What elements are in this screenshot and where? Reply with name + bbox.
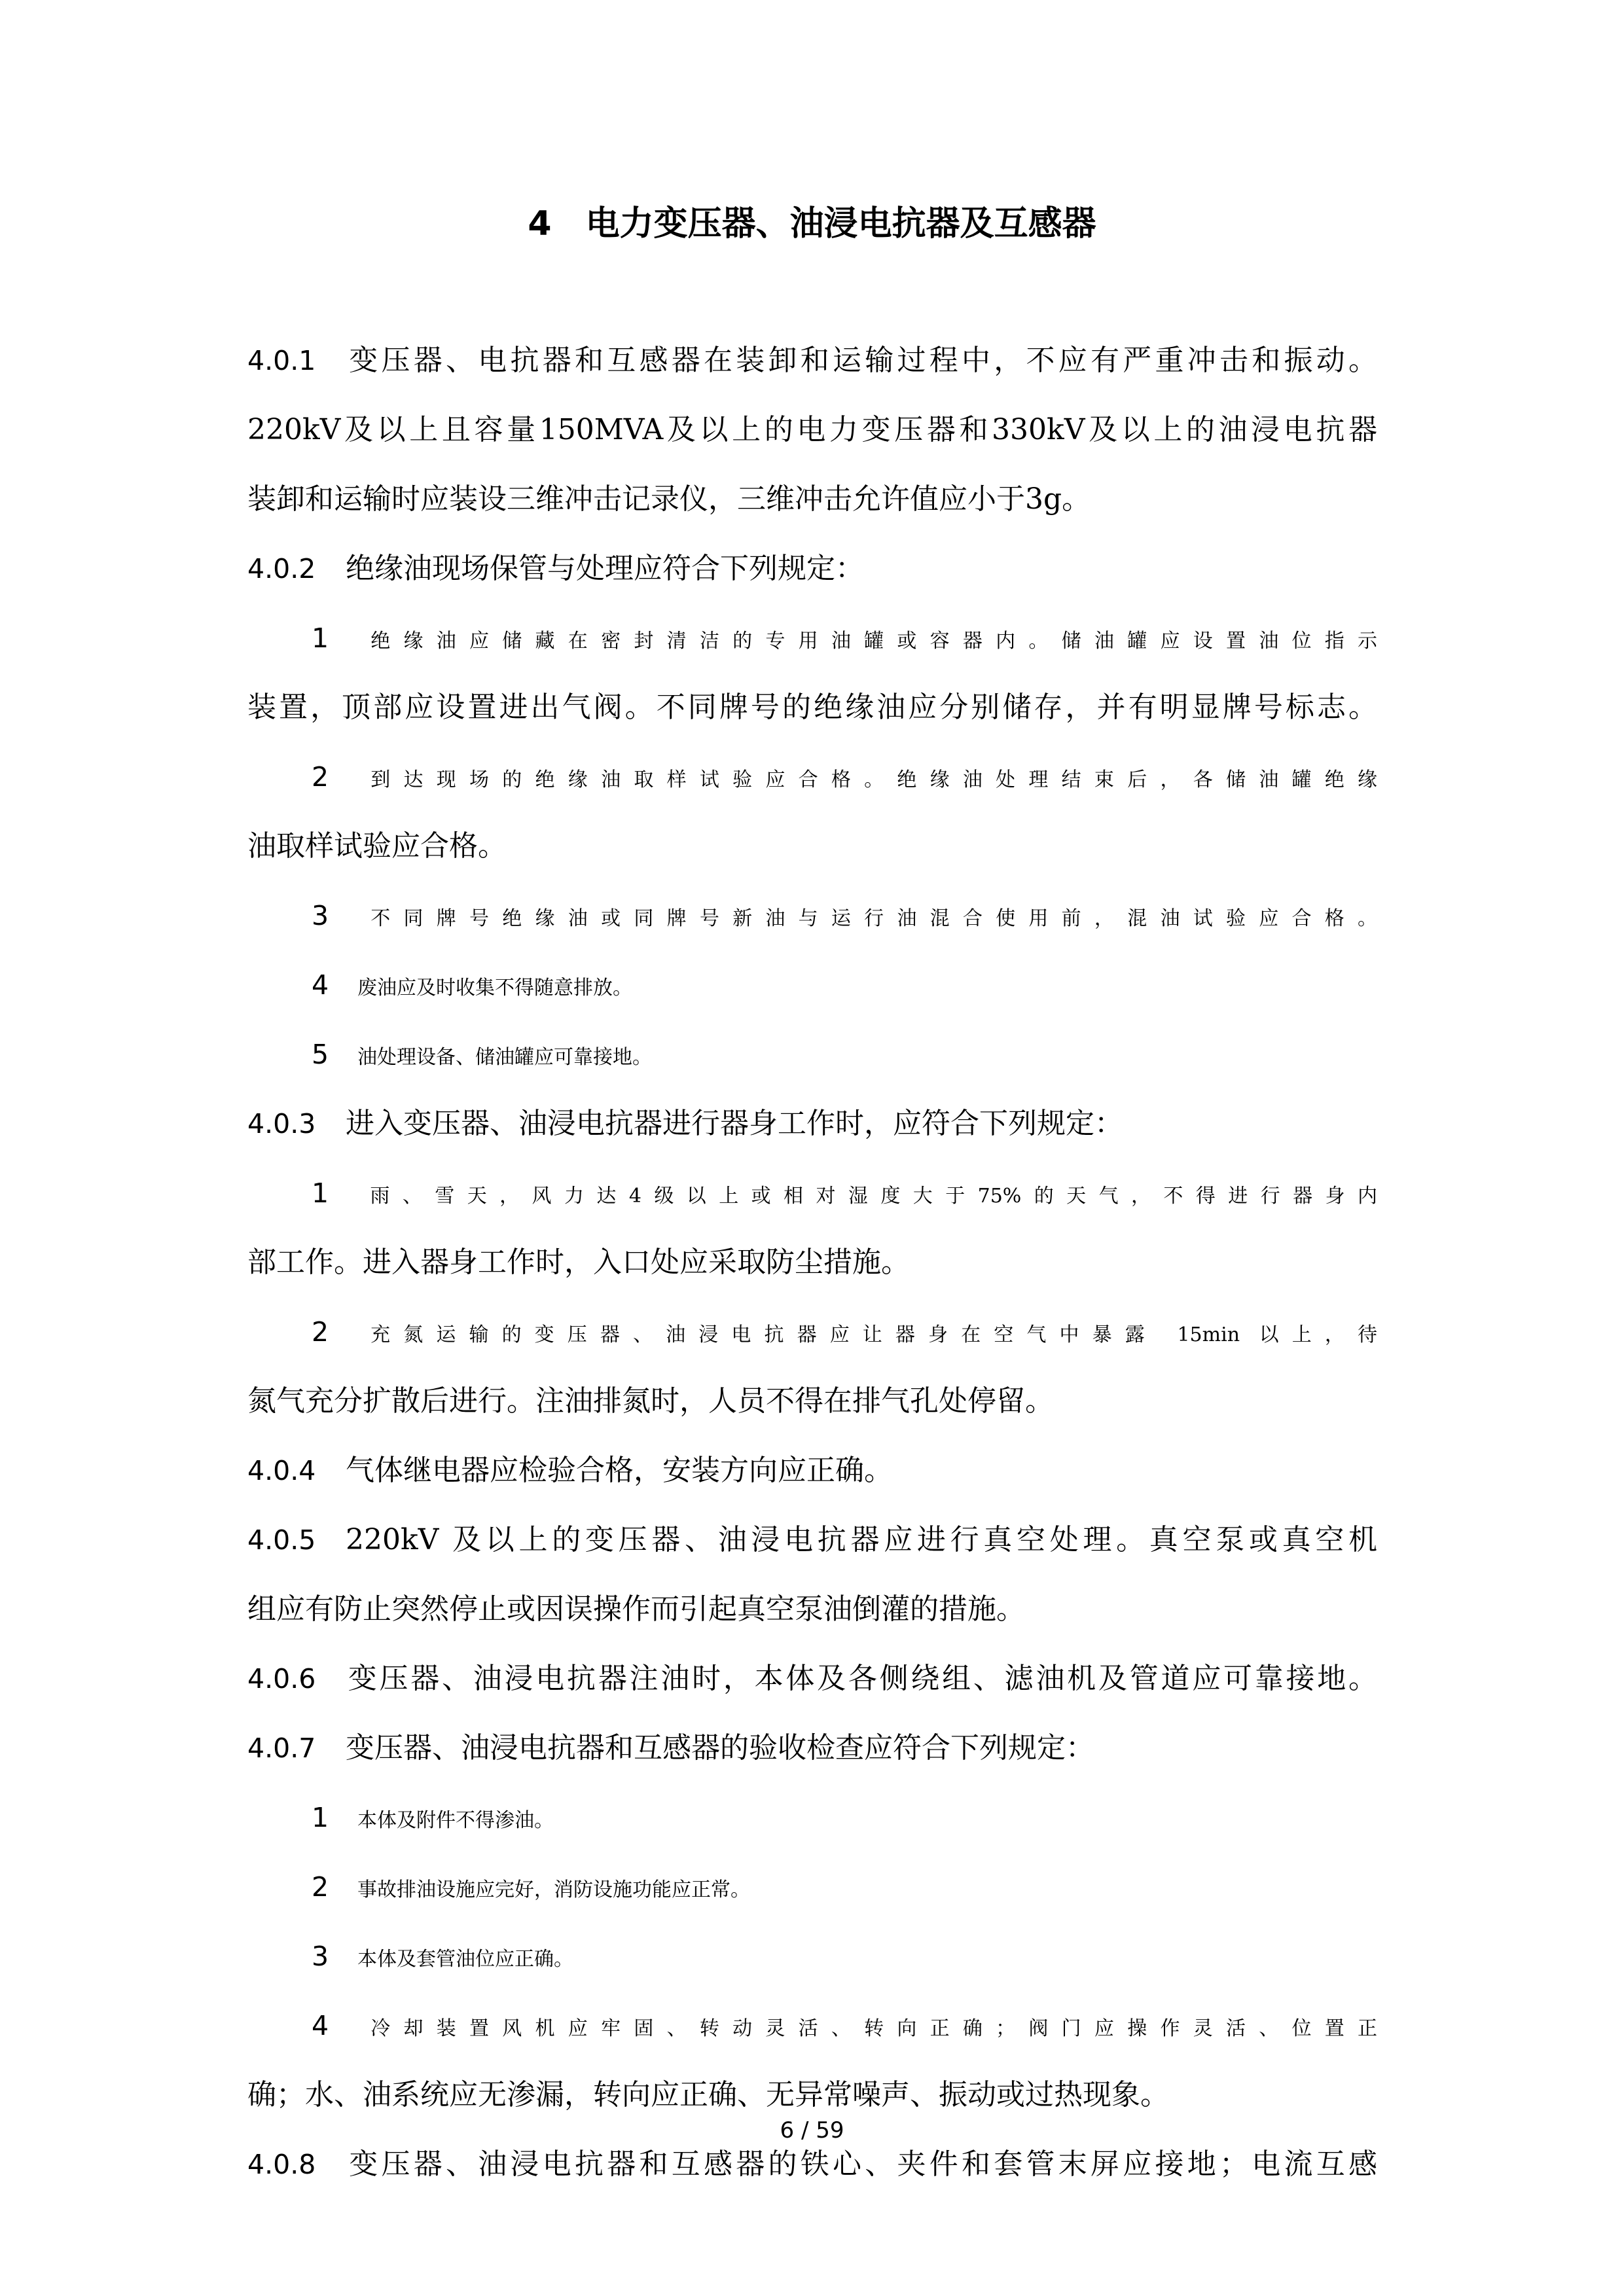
clause-line [247, 326, 1377, 395]
line-text: 本体及附件不得渗油。 [357, 1809, 554, 1832]
item-line [247, 1991, 1377, 2060]
continuation-line [247, 1367, 1377, 1436]
item-number: 2 [312, 1316, 329, 1348]
clause-number: 4.0.7 [247, 1732, 316, 1764]
clause-line [247, 534, 1377, 603]
document-body [247, 326, 1377, 2199]
line-text: 油处理设备、储油罐应可靠接地。 [357, 1046, 652, 1069]
line-text: 绝缘油应储藏在密封清洁的专用油罐或容器内。储油罐应设置油位指示 [357, 630, 1377, 653]
line-text: 雨、雪天，风力达4级以上或相对湿度大于75%的天气，不得进行器身内 [357, 1185, 1377, 1208]
item-number: 2 [312, 1871, 329, 1903]
section-heading [0, 191, 1624, 257]
clause-line [247, 1505, 1377, 1575]
line-text: 事故排油设施应完好，消防设施功能应正常。 [357, 1878, 750, 1901]
heading-text: 电力变压器、油浸电抗器及互感器 [585, 204, 1096, 243]
clause-line [247, 1089, 1377, 1158]
item-number: 5 [312, 1039, 329, 1070]
line-text: 本体及套管油位应正确。 [357, 1948, 573, 1971]
item-line [247, 1783, 1377, 1852]
item-number: 2 [312, 761, 329, 793]
item-line [247, 1020, 1377, 1089]
clause-number: 4.0.1 [247, 345, 316, 376]
item-number: 3 [312, 1941, 329, 1972]
item-number: 1 [312, 1802, 329, 1833]
line-text: 不同牌号绝缘油或同牌号新油与运行油混合使用前，混油试验应合格。 [357, 907, 1377, 930]
line-text: 废油应及时收集不得随意排放。 [357, 977, 632, 999]
line-text: 220kV 及以上的变压器、油浸电抗器应进行真空处理。真空泵或真空机 [346, 1523, 1377, 1556]
line-text: 部工作。进入器身工作时，入口处应采取防尘措施。 [247, 1246, 910, 1279]
item-line [247, 950, 1377, 1020]
line-text: 进入变压器、油浸电抗器进行器身工作时，应符合下列规定： [346, 1107, 1123, 1140]
item-number: 4 [312, 969, 329, 1001]
item-line [247, 603, 1377, 673]
clause-line [247, 1644, 1377, 1713]
line-text: 油取样试验应合格。 [247, 829, 507, 863]
line-text: 装置，顶部应设置进出气阀。不同牌号的绝缘油应分别储存，并有明显牌号标志。 [247, 691, 1377, 724]
item-line [247, 1297, 1377, 1367]
item-number: 3 [312, 900, 329, 931]
item-line [247, 1852, 1377, 1922]
line-text: 装卸和运输时应装设三维冲击记录仪，三维冲击允许值应小于3g。 [247, 482, 1091, 516]
clause-number: 4.0.6 [247, 1663, 316, 1695]
line-text: 变压器、电抗器和互感器在装卸和运输过程中，不应有严重冲击和振动。 [346, 344, 1377, 377]
line-text: 绝缘油现场保管与处理应符合下列规定： [346, 552, 864, 585]
page-number: 6 / 59 [780, 2117, 844, 2144]
clause-line [247, 1713, 1377, 1783]
continuation-line [247, 1228, 1377, 1297]
line-text: 组应有防止突然停止或因误操作而引起真空泵油倒灌的措施。 [247, 1592, 1025, 1626]
item-line [247, 742, 1377, 812]
continuation-line [247, 812, 1377, 881]
line-text: 确；水、油系统应无渗漏，转向应正确、无异常噪声、振动或过热现象。 [247, 2078, 1169, 2111]
continuation-line [247, 673, 1377, 742]
clause-number: 4.0.4 [247, 1455, 316, 1486]
line-text: 到达现场的绝缘油取样试验应合格。绝缘油处理结束后，各储油罐绝缘 [357, 768, 1377, 791]
item-line [247, 1922, 1377, 1991]
line-text: 氮气充分扩散后进行。注油排氮时，人员不得在排气孔处停留。 [247, 1384, 1054, 1418]
line-text: 变压器、油浸电抗器和互感器的铁心、夹件和套管末屏应接地；电流互感 [346, 2147, 1377, 2181]
continuation-line [247, 465, 1377, 534]
item-line [247, 881, 1377, 950]
line-text: 冷却装置风机应牢固、转动灵活、转向正确；阀门应操作灵活、位置正 [357, 2017, 1377, 2040]
clause-number: 4.0.2 [247, 553, 316, 584]
line-text: 220kV及以上且容量150MVA及以上的电力变压器和330kV及以上的油浸电抗器 [247, 413, 1377, 446]
line-text: 变压器、油浸电抗器注油时，本体及各侧绕组、滤油机及管道应可靠接地。 [346, 1662, 1377, 1695]
item-number: 4 [312, 2010, 329, 2041]
continuation-line [247, 395, 1377, 465]
line-text: 充氮运输的变压器、油浸电抗器应让器身在空气中暴露 15min 以上，待 [357, 1323, 1377, 1346]
clause-number: 4.0.8 [247, 2149, 316, 2180]
continuation-line [247, 1575, 1377, 1644]
clause-number: 4.0.5 [247, 1524, 316, 1556]
clause-number: 4.0.3 [247, 1108, 316, 1139]
item-number: 1 [312, 622, 329, 654]
heading-number: 4 [528, 204, 552, 243]
item-number: 1 [312, 1177, 329, 1209]
line-text: 变压器、油浸电抗器和互感器的验收检查应符合下列规定： [346, 1731, 1094, 1765]
line-text: 气体继电器应检验合格，安装方向应正确。 [346, 1454, 893, 1487]
clause-line [247, 1436, 1377, 1505]
item-line [247, 1158, 1377, 1228]
